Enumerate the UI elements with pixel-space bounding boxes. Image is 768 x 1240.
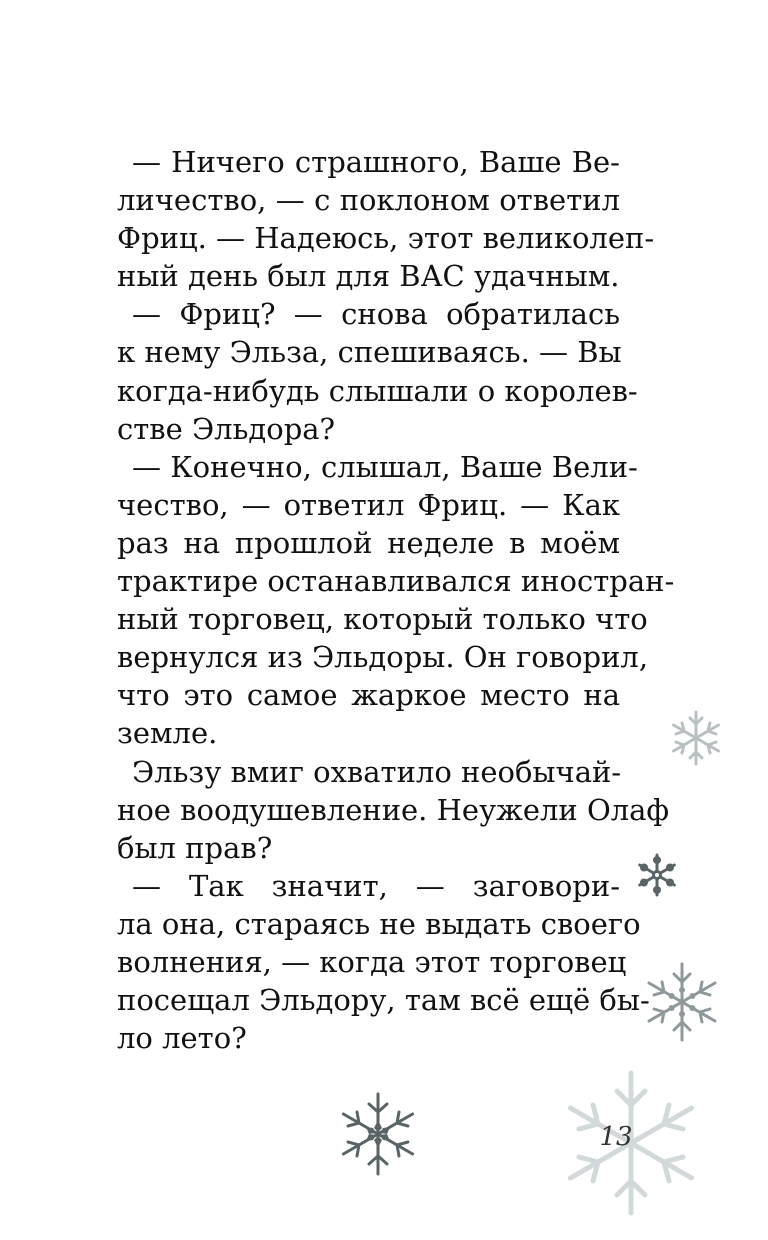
page-number: 13: [599, 1122, 633, 1152]
text-line: чество, — ответил Фриц. — Как: [117, 487, 620, 522]
text-line: был прав?: [117, 830, 273, 865]
text-line: Фриц. — Надеюсь, этот великолеп-: [117, 221, 655, 256]
text-line: — Фриц? — снова обратилась: [132, 297, 620, 332]
text-line: ный торговец, который только что: [117, 602, 648, 637]
snowflake-icon: [634, 852, 680, 898]
text-line: ный день был для ВАС удачным.: [117, 259, 620, 294]
text-line: вернулся из Эльдоры. Он говорил,: [117, 640, 649, 675]
text-line: Эльзу вмиг охватило необычай-: [132, 754, 622, 789]
snowflake-icon: [666, 708, 726, 768]
text-line: ло лето?: [117, 1021, 247, 1056]
snowflake-icon: [640, 960, 724, 1044]
text-line: ное воодушевление. Неужели Олаф: [117, 792, 670, 827]
text-line: личество, — с поклоном ответил: [117, 183, 620, 218]
text-line: к нему Эльза, спешиваясь. — Вы: [117, 335, 622, 370]
text-line: трактире останавливался иностран-: [117, 564, 675, 599]
text-line: когда-нибудь слышали о королев-: [117, 373, 638, 408]
text-line: — Ничего страшного, Ваше Ве-: [132, 145, 620, 179]
text-line: — Так значит, — заговори-: [132, 868, 620, 903]
text-line: ла она, стараясь не выдать своего: [117, 906, 641, 941]
text-line: раз на прошлой неделе в моём: [117, 525, 620, 560]
page-text: [117, 143, 675, 1057]
text-line: земле.: [117, 716, 218, 751]
text-line: что это самое жаркое место на: [117, 678, 620, 713]
text-line: стве Эльдора?: [117, 411, 336, 446]
text-line: посещал Эльдору, там всё ещё бы-: [117, 983, 650, 1018]
text-line: волнения, — когда этот торговец: [117, 944, 627, 979]
snowflake-icon: [334, 1090, 422, 1178]
text-line: — Конечно, слышал, Ваше Вели-: [132, 449, 638, 484]
